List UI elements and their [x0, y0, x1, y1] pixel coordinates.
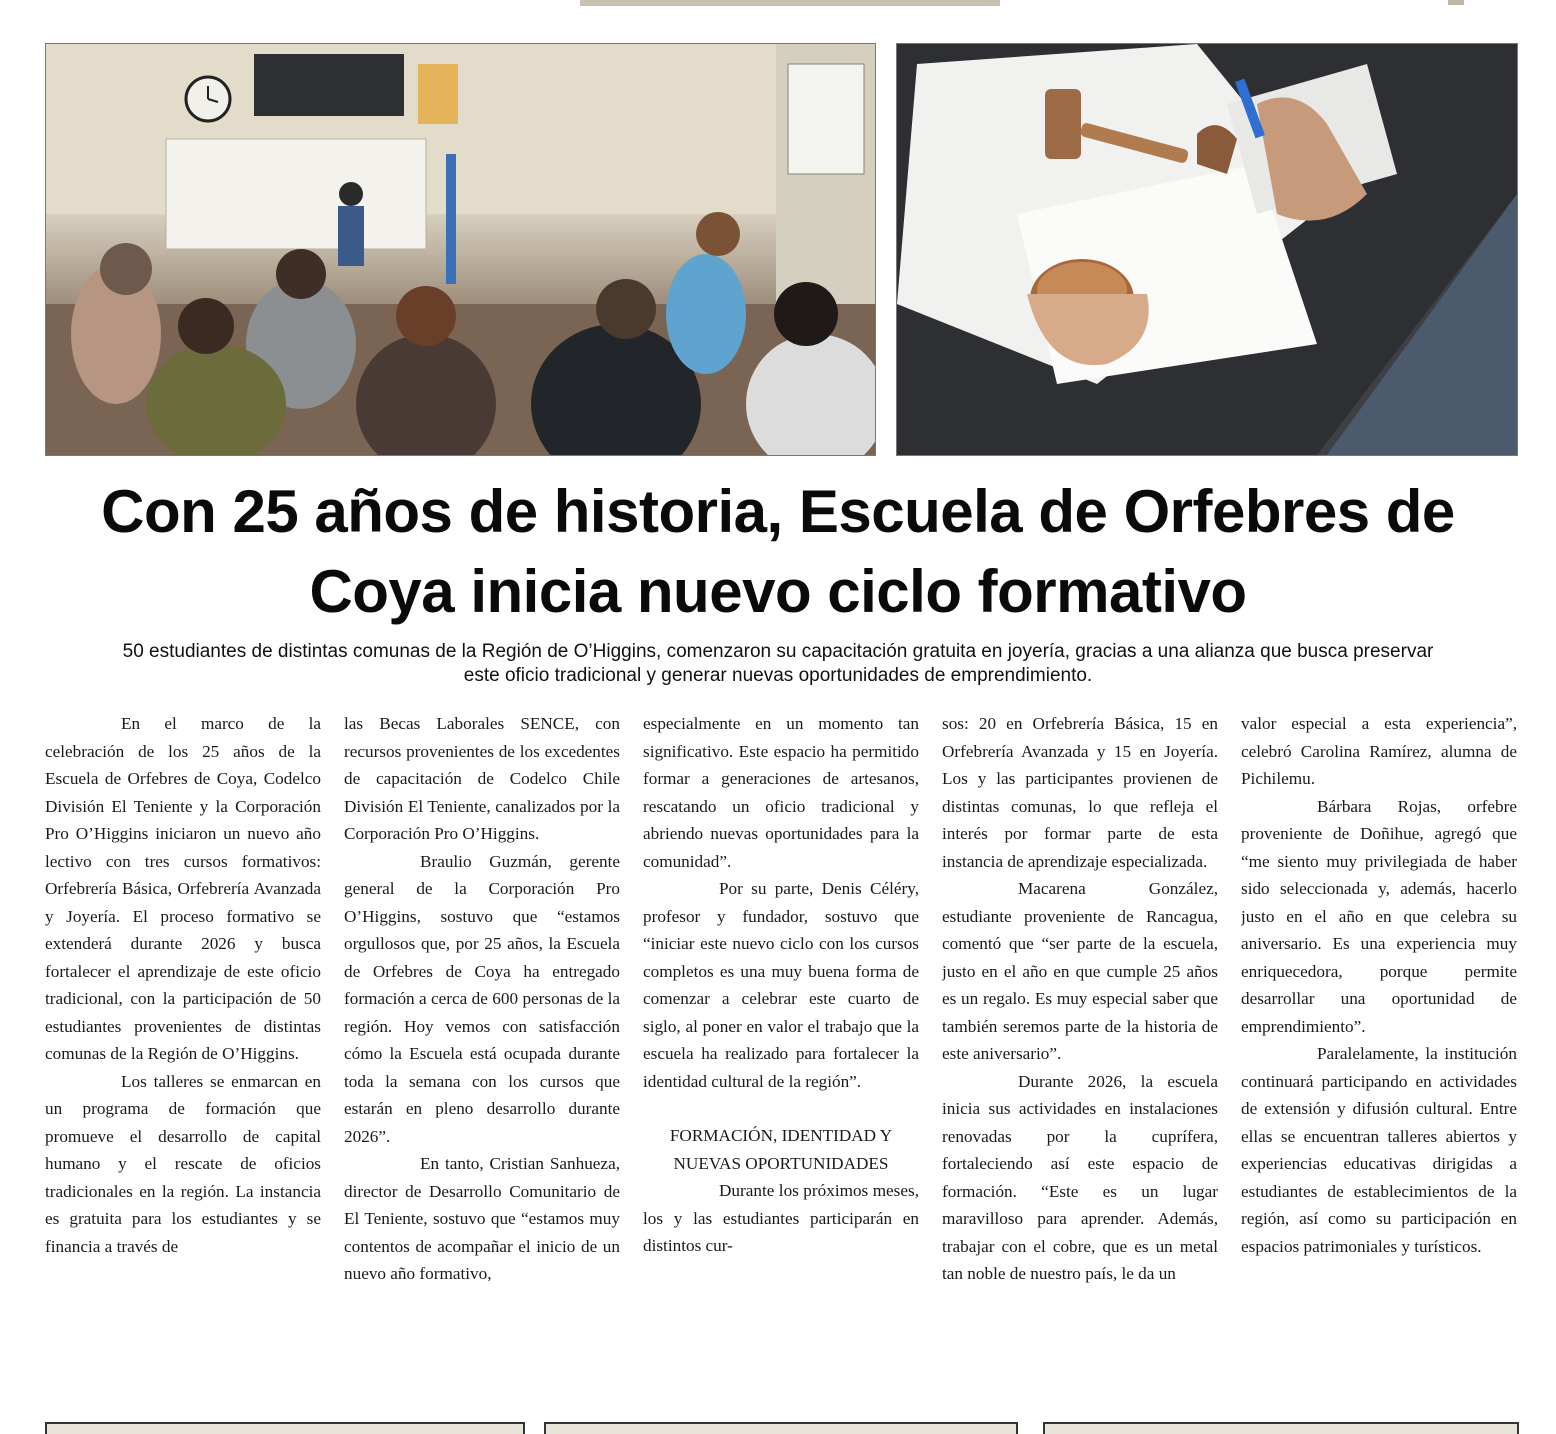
paragraph: Durante 2026, la escuela inicia sus actividades en instalaciones renovadas por la cuprífera, fortaleciendo así este espacio de formación. “Este es un lugar maravilloso para aprender. Además, trabajar con el cobre, que es un metal tan noble de nuestro país, le da un [942, 1071, 1218, 1283]
previous-article-remnant [580, 0, 1000, 6]
paragraph: Bárbara Rojas, orfebre proveniente de Doñihue, agregó que “me siento muy privilegiada de haber sido seleccionada y, además, hacerlo justo en el año en que celebra su aniversario. Es una experiencia muy enriquecedora, porque permite desarrollar una oportunidad de emprendimiento”. [1241, 796, 1517, 1036]
paragraph: Braulio Guzmán, gerente general de la Corporación Pro O’Higgins, sostuvo que “estamos orgullosos que, por 25 años, la Escuela de Orfebres de Coya ha entregado formación a cerca de 600 personas de la región. Hoy vemos con satisfacción cómo la Escuela está ocupada durante toda la semana con los cursos que estarán en pleno desarrollo durante 2026”. [344, 851, 620, 1146]
article-column-5 [1241, 710, 1517, 1400]
paragraph: En el marco de la celebración de los 25 años de la Escuela de Orfebres de Coya, Codelco División El Teniente y la Corporación Pro O’Higgins iniciaron un nuevo año lectivo con tres cursos formativos: Orfebrería Básica, Orfebrería Avanzada y Joyería. El proceso formativo se extenderá durante 2026 y busca fortalecer el aprendizaje de este oficio tradicional, con la participación de 50 estudiantes provenientes de distintas comunas de la Región de O’Higgins. [45, 714, 321, 1063]
paragraph: Macarena González, estudiante proveniente de Rancagua, comentó que “ser parte de la escuela, justo en el año en que cumple 25 años es un regalo. Es muy especial saber que también seremos parte de la historia de este aniversario”. [942, 879, 1218, 1063]
next-article-box-1 [45, 1422, 525, 1434]
paragraph: En tanto, Cristian Sanhueza, director de Desarrollo Comunitario de El Teniente, sostuvo que “estamos muy contentos de acompañar el inicio de un nuevo año formativo, [344, 1154, 620, 1283]
article-column-3 [643, 710, 919, 1400]
paragraph: Paralelamente, la institución continuará participando en actividades de extensión y difusión cultural. Entre ellas se encuentran talleres abiertos y experiencias educativas dirigidas a estudiantes de establecimientos de la región, así como su participación en espacios patrimoniales y turísticos. [1241, 1044, 1517, 1256]
paragraph: Por su parte, Denis Céléry, profesor y fundador, sostuvo que “iniciar este nuevo ciclo con los cursos completos es una muy buena forma de comenzar a celebrar este cuarto de siglo, al poner en valor el trabajo que la escuela ha realizado para fortalecer la identidad cultural de la región”. [643, 879, 919, 1091]
next-article-box-2 [544, 1422, 1018, 1434]
article-column-4 [942, 710, 1218, 1400]
article-column-1 [45, 710, 321, 1400]
section-subhead: FORMACIÓN, IDENTIDAD Y NUEVAS OPORTUNIDADES [669, 1126, 893, 1173]
next-article-box-3 [1043, 1422, 1519, 1434]
paragraph: especialmente en un momento tan significativo. Este espacio ha permitido formar a generaciones de artesanos, rescatando un oficio tradicional y abriendo nuevas oportunidades para la comunidad”. [643, 714, 919, 871]
copper-cup-photo [896, 43, 1518, 456]
article-headline: Con 25 años de historia, Escuela de Orfebres de Coya inicia nuevo ciclo formativo [101, 478, 1455, 625]
paragraph: valor especial a esta experiencia”, celebró Carolina Ramírez, alumna de Pichilemu. [1241, 714, 1517, 788]
copper-cup-illustration [897, 44, 1517, 455]
paragraph: sos: 20 en Orfebrería Básica, 15 en Orfebrería Avanzada y 15 en Joyería. Los y las participantes provienen de distintas comunas, lo que refleja el interés por formar parte de esta instancia de aprendizaje especializada. [942, 714, 1218, 871]
paragraph: Los talleres se enmarcan en un programa de formación que promueve el desarrollo de capital humano y el rescate de oficios tradicionales en la región. La instancia es gratuita para los estudiantes y se financia a través de [45, 1071, 321, 1256]
article-column-2 [344, 710, 620, 1400]
previous-article-remnant-small [1448, 0, 1464, 5]
paragraph: las Becas Laborales SENCE, con recursos provenientes de los excedentes de capacitación de Codelco Chile División El Teniente, canalizados por la Corporación Pro O’Higgins. [344, 714, 620, 843]
article-deck: 50 estudiantes de distintas comunas de la Región de O’Higgins, comenzaron su capacitación gratuita en joyería, gracias a una alianza que busca preservar este oficio tradicional y generar nuevas oportunidades de emprendimiento. [122, 641, 1434, 686]
classroom-photo [45, 43, 876, 456]
paragraph: Durante los próximos meses, los y las estudiantes participarán en distintos cur- [643, 1181, 919, 1255]
classroom-illustration [46, 44, 875, 455]
